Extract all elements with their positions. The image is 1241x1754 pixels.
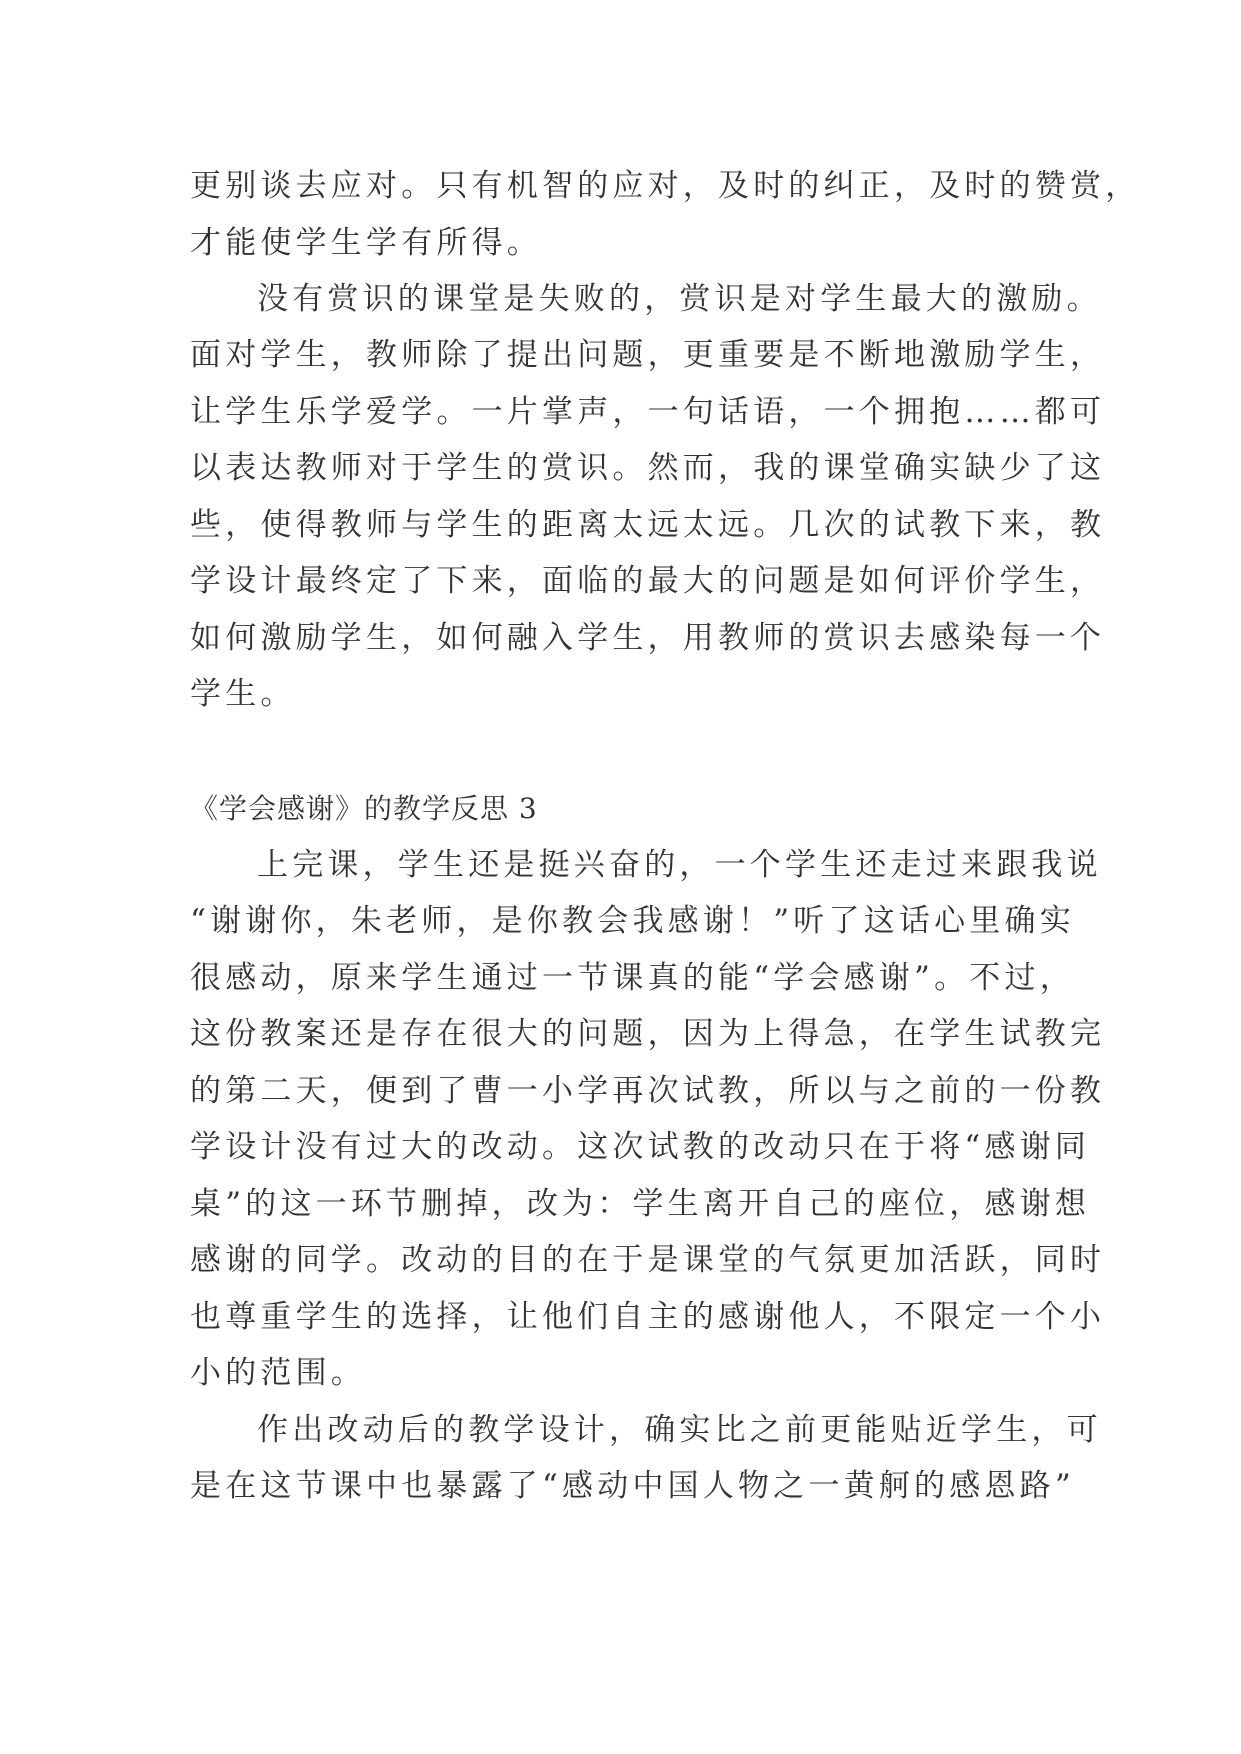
paragraph-line: 这份教案还是存在很大的问题，因为上得急，在学生试教完 [190, 1016, 1106, 1052]
paragraph-line: 让学生乐学爱学。一片掌声，一句话语，一个拥抱……都可 [190, 394, 1106, 430]
paragraph-line: 是在这节课中也暴露了“感动中国人物之一黄舸的感恩路” [190, 1468, 1075, 1504]
paragraph-line: 学设计最终定了下来，面临的最大的问题是如何评价学生， [190, 563, 1106, 599]
paragraph-line: 的第二天，便到了曹一小学再次试教，所以与之前的一份教 [190, 1073, 1106, 1109]
paragraph-line: 些，使得教师与学生的距离太远太远。几次的试教下来，教 [190, 507, 1106, 543]
paragraph-line: 学设计没有过大的改动。这次试教的改动只在于将“感谢同 [190, 1129, 1091, 1165]
paragraph-line: 很感动，原来学生通过一节课真的能“学会感谢”。不过， [190, 960, 1075, 996]
paragraph-line: 才能使学生学有所得。 [190, 225, 542, 261]
paragraph-line: 小的范围。 [190, 1355, 366, 1391]
paragraph-line: 如何激励学生，如何融入学生，用教师的赏识去感染每一个 [190, 620, 1106, 656]
paragraph-line: 学生。 [190, 676, 296, 712]
paragraph-line: “谢谢你，朱老师，是你教会我感谢！”听了这话心里确实 [190, 903, 1075, 939]
paragraph-line: 以表达教师对于学生的赏识。然而，我的课堂确实缺少了这 [190, 450, 1106, 486]
paragraph-line: 桌”的这一环节删掉，改为：学生离开自己的座位，感谢想 [190, 1186, 1091, 1222]
paragraph-line: 也尊重学生的选择，让他们自主的感谢他人，不限定一个小 [190, 1299, 1106, 1335]
paragraph-line: 感谢的同学。改动的目的在于是课堂的气氛更加活跃，同时 [190, 1242, 1106, 1278]
paragraph-line: 更别谈去应对。只有机智的应对，及时的纠正，及时的赞赏， [190, 168, 1141, 204]
paragraph-line: 面对学生，教师除了提出问题，更重要是不断地激励学生， [190, 337, 1106, 373]
paragraph-line: 上完课，学生还是挺兴奋的，一个学生还走过来跟我说 [257, 847, 1102, 883]
paragraph-line: 没有赏识的课堂是失败的，赏识是对学生最大的激励。 [257, 281, 1102, 317]
section-title: 《学会感谢》的教学反思 3 [190, 792, 538, 825]
paragraph-line: 作出改动后的教学设计，确实比之前更能贴近学生，可 [257, 1412, 1102, 1448]
